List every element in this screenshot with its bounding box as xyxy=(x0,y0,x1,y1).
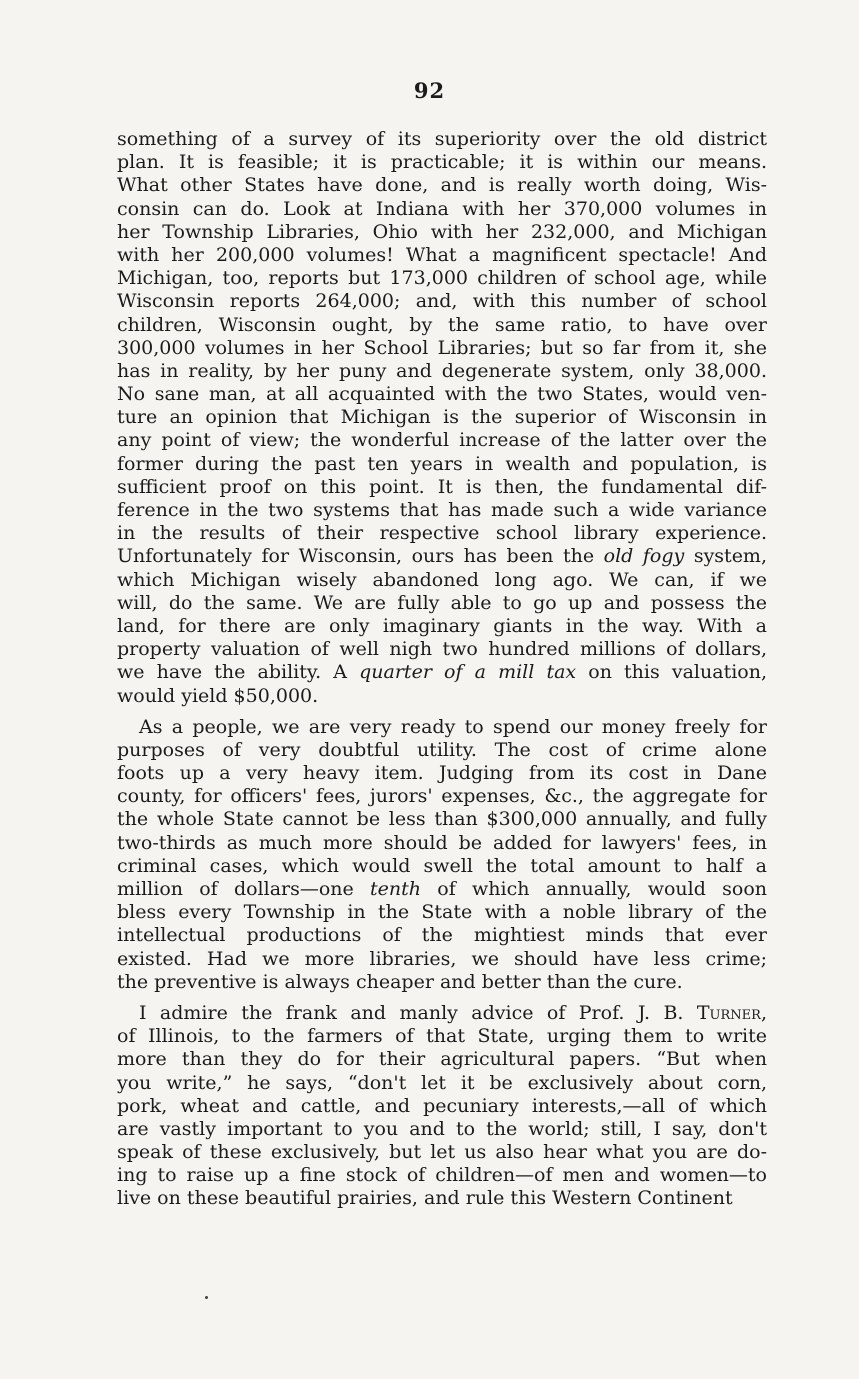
text-line: purposes of very doubtful utility. The cost of crime alone xyxy=(117,738,767,761)
body-text xyxy=(117,128,767,1211)
text-line: children, Wisconsin ought, by the same ratio, to have over xyxy=(117,313,767,336)
text-line: her Township Libraries, Ohio with her 232,000, and Michigan xyxy=(117,220,767,243)
text-line: intellectual productions of the mightiest minds that ever xyxy=(117,924,767,947)
text-line: foots up a very heavy item. Judging from its cost in Dane xyxy=(117,762,767,785)
text-line: former during the past ten years in wealth and population, is xyxy=(117,452,767,475)
text-line: something of a survey of its superiority over the old district xyxy=(117,128,767,150)
page-number: 92 xyxy=(413,78,446,103)
text-line: you write,” he says, “don't let it be exclusively about corn, xyxy=(117,1071,767,1094)
text-line: plan. It is feasible; it is practicable; it is within our means. xyxy=(117,151,767,174)
text-line: As a people, we are very ready to spend our money freely for xyxy=(139,715,767,738)
text-line: 300,000 volumes in her School Libraries; but so far from it, she xyxy=(117,336,767,359)
text-line: pork, wheat and cattle, and pecuniary interests,—all of which xyxy=(117,1094,767,1117)
text-line: with her 200,000 volumes! What a magnificent spectacle! And xyxy=(117,243,767,266)
text-line: any point of view; the wonderful increase of the latter over the xyxy=(117,429,767,452)
text-line: land, for there are only imaginary giants in the way. With a xyxy=(117,614,767,637)
paragraph-gap xyxy=(117,994,767,1002)
text-line: consin can do. Look at Indiana with her 370,000 volumes in xyxy=(117,197,767,220)
paragraph xyxy=(117,716,767,994)
text-line: two-thirds as much more should be added for lawyers' fees, in xyxy=(117,831,767,854)
text-line: existed. Had we more libraries, we should have less crime; xyxy=(117,947,767,970)
text-line: Wisconsin reports 264,000; and, with this number of school xyxy=(117,290,767,313)
text-line: property valuation of well nigh two hundred millions of dollars, xyxy=(117,638,767,661)
text-line: we have the ability. A quarter of a mill tax on this valuation, xyxy=(117,661,768,684)
text-line: speak of these exclusively, but let us also hear what you are do- xyxy=(117,1141,767,1164)
text-line: ing to raise up a fine stock of children—of men and women—to xyxy=(117,1164,767,1187)
text-line: the whole State cannot be less than $300,000 annually, and fully xyxy=(117,808,767,831)
text-line: ture an opinion that Michigan is the superior of Wisconsin in xyxy=(117,406,767,429)
text-line: million of dollars—one tenth of which annually, would soon xyxy=(117,878,767,900)
text-line: has in reality, by her puny and degenerate system, only 38,000. xyxy=(117,359,767,382)
text-line: ference in the two systems that has made such a wide variance xyxy=(117,499,767,521)
ink-speck xyxy=(205,1296,208,1299)
text-line: criminal cases, which would swell the total amount to half a xyxy=(117,854,767,877)
text-line: Michigan, too, reports but 173,000 children of school age, while xyxy=(117,267,767,290)
text-line: in the results of their respective school library experience. xyxy=(117,522,767,545)
text-line: will, do the same. We are fully able to go up and possess the xyxy=(117,591,767,614)
text-line: which Michigan wisely abandoned long ago. We can, if we xyxy=(117,568,767,591)
paragraph xyxy=(117,1002,767,1211)
text-line: of Illinois, to the farmers of that State, urging them to write xyxy=(117,1025,767,1048)
text-line: What other States have done, and is really worth doing, Wis- xyxy=(117,174,767,197)
text-line: would yield $50,000. xyxy=(117,684,319,707)
paragraph-gap xyxy=(117,708,767,716)
text-line: Unfortunately for Wisconsin, ours has been the old fogy system, xyxy=(117,545,767,568)
text-line: No sane man, at all acquainted with the two States, would ven- xyxy=(117,383,767,406)
text-line: sufficient proof on this point. It is then, the fundamental dif- xyxy=(117,475,767,498)
text-line: are vastly important to you and to the world; still, I say, don't xyxy=(117,1117,767,1140)
paragraph xyxy=(117,128,767,708)
text-line: more than they do for their agricultural papers. “But when xyxy=(117,1048,767,1071)
text-line: I admire the frank and manly advice of Prof. J. B. Turner, xyxy=(139,1001,767,1024)
text-line: live on these beautiful prairies, and rule this Western Continent xyxy=(117,1187,733,1210)
text-line: the preventive is always cheaper and better than the cure. xyxy=(117,970,683,993)
text-line: bless every Township in the State with a noble library of the xyxy=(117,901,767,924)
text-line: county, for officers' fees, jurors' expenses, &c., the aggregate for xyxy=(117,785,767,808)
